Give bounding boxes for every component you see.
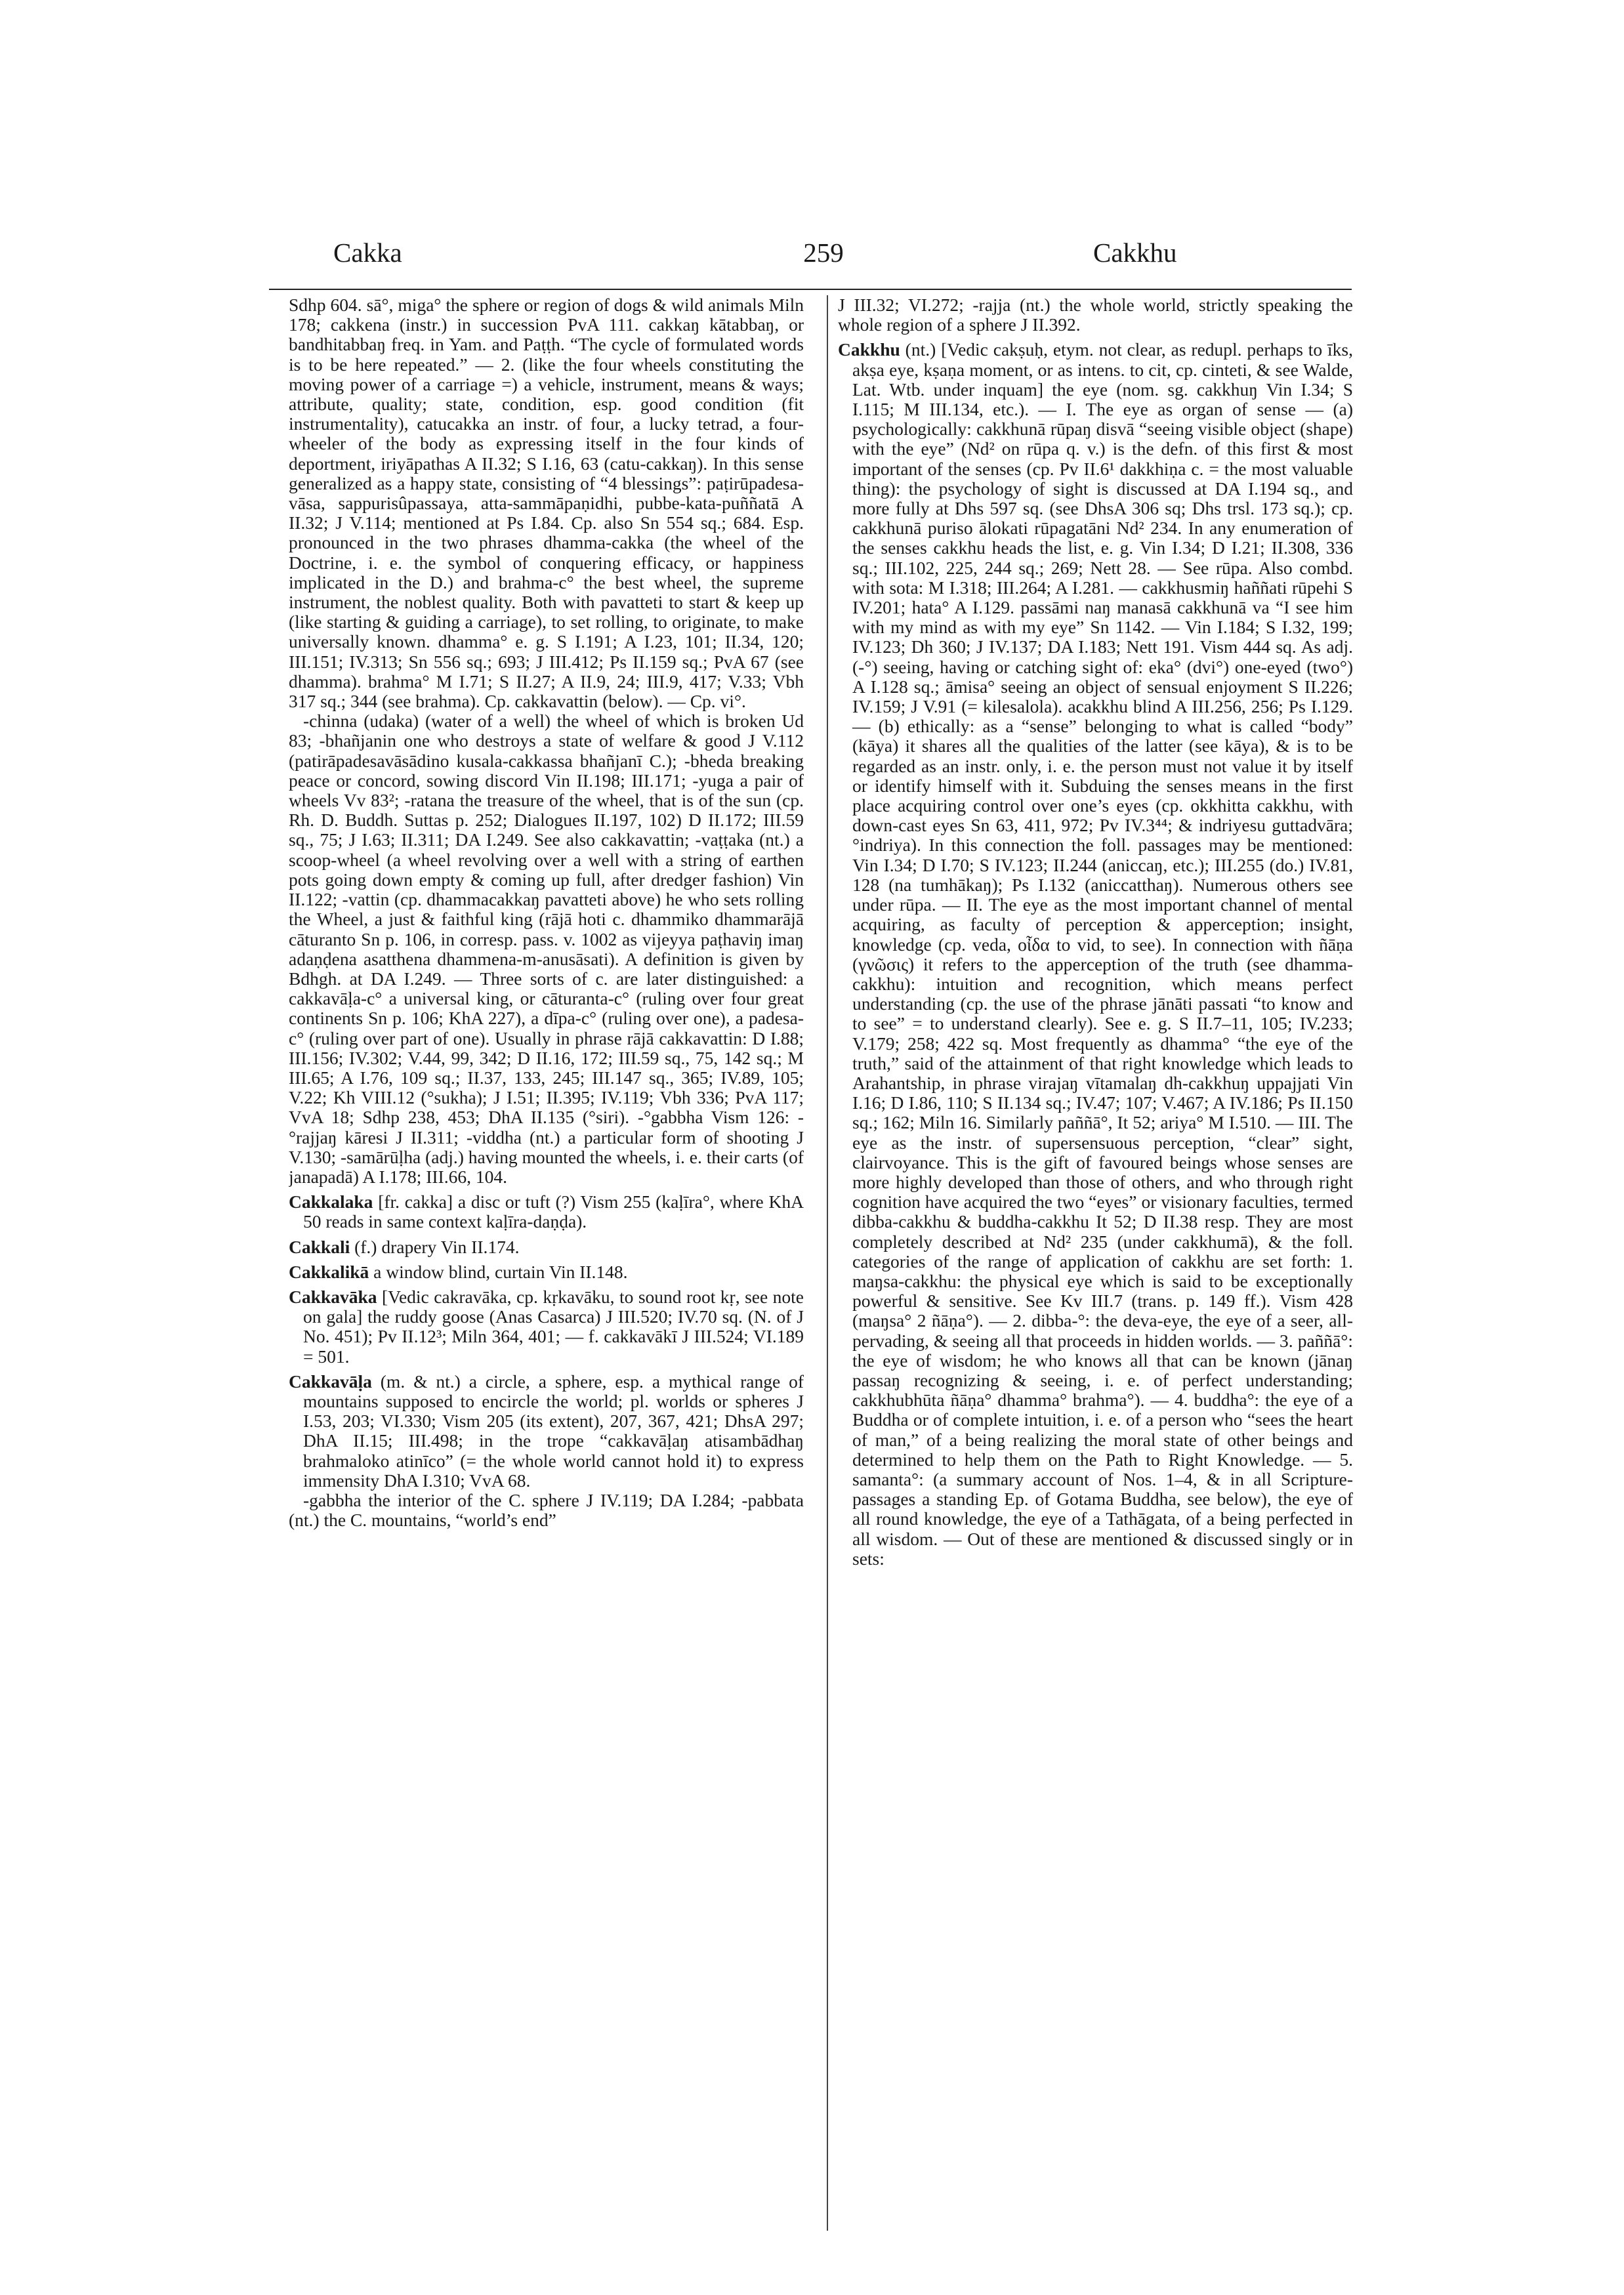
column-divider — [827, 295, 828, 2231]
entry-body: [Vedic cakravāka, cp. kṛkavāku, to sound root kṛ, see note on gala] the ruddy goose (Anas Casarca) J III.520; IV.70 sq. (N. of J No. 451); Pv II.12³; Miln 364, 401; — f. cakkavākī J III.524; VI.189 = 501. — [303, 1286, 804, 1367]
entry-body: [fr. cakka] a disc or tuft (?) Vism 255 (kaḷīra°, where KhA 50 reads in same context kaḷīra-daṇḍa). — [303, 1191, 804, 1232]
entry-headword: Cakkali — [289, 1236, 350, 1257]
right-guide-word: Cakkhu — [1093, 238, 1177, 268]
header-rule — [269, 289, 1352, 290]
entry-body: (nt.) [Vedic cakṣuḥ, etym. not clear, as redupl. perhaps to īks, akṣa eye, kṣaṇa moment, or as intens. to cit, cp. cinteti, & see Walde, Lat. Wtb. under inquam] the eye (nom. sg. cakkhuŋ Vin I.34; S I.115; M III.134, etc.). — I. The eye as organ of sense — (a) psychologically: cakkhunā rūpaŋ disvā “seeing visible object (shape) with the eye” (Nd² on rūpa q. v.) is the defn. of this first & most important of the senses (cp. Pv II.6¹ dakkhiṇa c. = the most valuable thing): the psychology of sight is discussed at DA I.194 sq., and more fully at Dhs 597 sq. (see DhsA 306 sq; Dhs trsl. 173 sq.); cp. cakkhunā puriso ālokati rūpagatāni Nd² 234. In any enumeration of the senses cakkhu heads the list, e. g. Vin I.34; D I.21; II.308, 336 sq.; III.102, 225, 244 sq.; 269; Nett 28. — See rūpa. Also combd. with sota: M I.318; III.264; A I.281. — cakkhusmiŋ haññati rūpehi S IV.201; hata° A I.129. passāmi naŋ manasā cakkhunā va “I see him with my mind as with my eye” Sn 1142. — Vin I.184; S I.32, 199; IV.123; Dh 360; J IV.137; DA I.183; Nett 191. Vism 444 sq. As adj. (-°) seeing, having or catching sight of: eka° (dvi°) one-eyed (two°) A I.128 sq.; āmisa° seeing an object of sensual enjoyment S II.226; IV.159; J V.91 (= kilesalola). acakkhu blind A III.256, 256; Ps I.129. — (b) ethically: as a “sense” belonging to what is called “body” (kāya) it shares all the qualities of the latter (see kāya), & is to be regarded as an instr. only, i. e. the person must not value it by itself or identify himself with it. Subduing the senses means in the first place acquiring control over one’s eyes (cp. okkhitta cakkhu, with down-cast eyes Sn 63, 411, 972; Pv IV.3⁴⁴; & indriyesu guttadvāra; °indriya). In this connection the foll. passages may be mentioned: Vin I.34; D I.70; S IV.123; II.244 (aniccaŋ, etc.); III.255 (do.) IV.81, 128 (na tumhākaŋ); Ps I.132 (aniccatthaŋ). Numerous others see under rūpa. — II. The eye as the most important channel of mental acquiring, as faculty of perception & apperception; insight, knowledge (cp. veda, οἶδα to vid, to see). In connection with ñāṇa (γνῶσις) it refers to the apperception of the truth (see dhamma-cakkhu): intuition and recognition, which means perfect understanding (cp. the use of the phrase jānāti passati “to know and to see” = to understand clearly). See e. g. S II.7–11, 105; IV.233; V.179; 258; 422 sq. Most frequently as dhamma° “the eye of the truth,” said of the attainment of that right knowledge which leads to Arahantship, in phrase virajaŋ vītamalaŋ dh-cakkhuŋ uppajjati Vin I.16; D I.86, 110; S II.134 sq.; IV.47; 107; V.467; A IV.186; Ps II.150 sq.; 162; Miln 16. Similarly paññā°, It 52; ariya° M I.510. — III. The eye as the instr. of supersensuous perception, “clear” sight, clairvoyance. This is the gift of favoured beings whose senses are more highly developed than those of others, and who through right cognition have acquired the two “eyes” or visionary faculties, termed dibba-cakkhu & buddha-cakkhu It 52; D II.38 resp. They are most completely described at Nd² 235 (under cakkhumā), & the foll. categories of the range of application of cakkhu are set forth: 1. maŋsa-cakkhu: the physical eye which is said to be exceptionally powerful & sensitive. See Kv III.7 (trans. p. 149 ff.). Vism 428 (maŋsa° 2 ñāṇa°). — 2. dibba-°: the deva-eye, the eye of a seer, all-pervading, & seeing all that proceeds in hidden worlds. — 3. paññā°: the eye of wisdom; he who knows all that can be known (jānaŋ passaŋ recognizing & seeing, i. e. of perfect understanding; cakkhubhūta ñāṇa° dhamma° brahma°). — 4. buddha°: the eye of a Buddha or of complete intuition, i. e. of a person who “sees the heart of man,” of a being realizing the moral state of other beings and determined to help them on the Path to Right Knowledge. — 5. samanta°: (a summary account of Nos. 1–4, & in all Scripture-passages a standing Ep. of Gotama Buddha, see below), the eye of all round knowledge, the eye of a Tathāgata, of a being perfected in all wisdom. — Out of these are mentioned & discussed singly or in sets: — [852, 339, 1353, 1569]
left-guide-word: Cakka — [333, 238, 402, 268]
dictionary-entry — [289, 1237, 804, 1257]
continuation-paragraph: Sdhp 604. sā°, miga° the sphere or region of dogs & wild animals Miln 178; cakkena (instr.) in succession PvA 111. cakkaŋ kātabbaŋ, or bandhitabbaŋ freq. in Yam. and Paṭṭh. “The cycle of formulated words is to be here repeated.” — 2. (like the four wheels constituting the moving power of a carriage =) a vehicle, instrument, means & ways; attribute, quality; state, condition, esp. good condition (fit instrumentality), catucakka an instr. of four, a lucky tetrad, a four-wheeler of the body as expressing itself in the four kinds of deportment, iriyāpathas A II.32; S I.16, 63 (catu-cakkaŋ). In this sense generalized as a happy state, consisting of “4 blessings”: paṭirūpadesa-vāsa, sappurisûpassaya, atta-sammāpaṇidhi, pubbe-kata-puññatā A II.32; J V.114; mentioned at Ps I.84. Cp. also Sn 554 sq.; 684. Esp. pronounced in the two phrases dhamma-cakka (the wheel of the Doctrine, i. e. the symbol of conquering efficacy, or happiness implicated in the D.) and brahma-c° the best wheel, the supreme instrument, the noblest quality. Both with pavatteti to start & keep up (like starting & guiding a carriage), to set rolling, to originate, to make universally known. dhamma° e. g. S I.191; A I.23, 101; II.34, 120; III.151; IV.313; Sn 556 sq.; 693; J III.412; Ps II.159 sq.; PvA 67 (see dhamma). brahma° M I.71; S II.27; A II.9, 24; III.9, 417; V.33; Vbh 317 sq.; 344 (see brahma). Cp. cakkavattin (below). — Cp. vi°. — [289, 295, 804, 712]
dictionary-entry — [289, 1287, 804, 1367]
dictionary-entry — [289, 1372, 804, 1491]
running-header — [0, 233, 1624, 272]
entry-body: a window blind, curtain Vin II.148. — [373, 1261, 628, 1282]
entry-body: (m. & nt.) a circle, a sphere, esp. a mythical range of mountains supposed to encircle the world; pl. worlds or spheres J I.53, 203; VI.330; Vism 205 (its extent), 207, 367, 421; DhsA 297; DhA II.15; III.498; in the trope “cakkavāḷaŋ atisambādhaŋ brahmaloko atinīco” (= the whole world cannot hold it) to express immensity DhA I.310; VvA 68. — [303, 1371, 804, 1491]
entry-headword: Cakkalikā — [289, 1261, 369, 1282]
entry-headword: Cakkalaka — [289, 1191, 373, 1212]
dictionary-entry — [289, 1192, 804, 1231]
continuation-paragraph: J III.32; VI.272; -rajja (nt.) the whole world, strictly speaking the whole region of a sphere J II.392. — [838, 295, 1353, 335]
page-number: 259 — [803, 238, 844, 268]
entry-headword: Cakkavāḷa — [289, 1371, 372, 1392]
compounds-paragraph: -chinna (udaka) (water of a well) the wheel of which is broken Ud 83; -bhañjanin one who destroys a state of welfare & good J V.112 (patirāpadesavāsādino kusala-cakkassa bhañjanī C.); -bheda breaking peace or concord, sowing discord Vin II.198; III.171; -yuga a pair of wheels Vv 83²; -ratana the treasure of the wheel, that is of the sun (cp. Rh. D. Buddh. Suttas p. 252; Dialogues II.197, 102) D II.172; III.59 sq., 75; J I.63; II.311; DA I.249. See also cakkavattin; -vaṭṭaka (nt.) a scoop-wheel (a wheel revolving over a well with a string of earthen pots going down empty & coming up full, after dredger fashion) Vin II.122; -vattin (cp. dhammacakkaŋ pavatteti above) he who sets rolling the Wheel, a just & faithful king (rājā hoti c. dhammiko dhammarājā cāturanto Sn p. 106, in corresp. pass. v. 1002 as vijeyya paṭhaviŋ imaŋ adaṇḍena asatthena dhammena-m-anusāsati). A definition is given by Bdhgh. at DA I.249. — Three sorts of c. are later distinguished: a cakkavāḷa-c° a universal king, or cāturanta-c° (ruling over four great continents Sn p. 106; KhA 227), a dīpa-c° (ruling over one), a padesa-c° (ruling over part of one). Usually in phrase rājā cakkavattin: D I.88; III.156; IV.302; V.44, 99, 342; D II.16, 172; III.59 sq., 75, 142 sq.; M III.65; A I.76, 109 sq.; II.37, 133, 245; III.147 sq., 365; IV.89, 105; V.22; Kh VIII.12 (°sukha); J I.51; II.395; IV.119; Vbh 336; PvA 117; VvA 18; Sdhp 238, 453; DhA II.135 (°siri). -°gabbha Vism 126: -°rajjaŋ kāresi J II.311; -viddha (nt.) a particular form of shooting J V.130; -samārūḷha (adj.) having mounted the wheels, i. e. their carts (of janapadā) A I.178; III.66, 104. — [289, 711, 804, 1187]
left-column — [289, 295, 804, 2231]
compounds-paragraph: -gabbha the interior of the C. sphere J IV.119; DA I.284; -pabbata (nt.) the C. mountains, “world’s end” — [289, 1489, 804, 1531]
right-column — [838, 295, 1353, 2231]
entry-body: (f.) drapery Vin II.174. — [354, 1236, 520, 1257]
dictionary-entry — [289, 1262, 804, 1282]
entry-headword: Cakkavāka — [289, 1286, 377, 1307]
entry-headword: Cakkhu — [838, 339, 900, 360]
dictionary-entry — [838, 340, 1353, 1569]
